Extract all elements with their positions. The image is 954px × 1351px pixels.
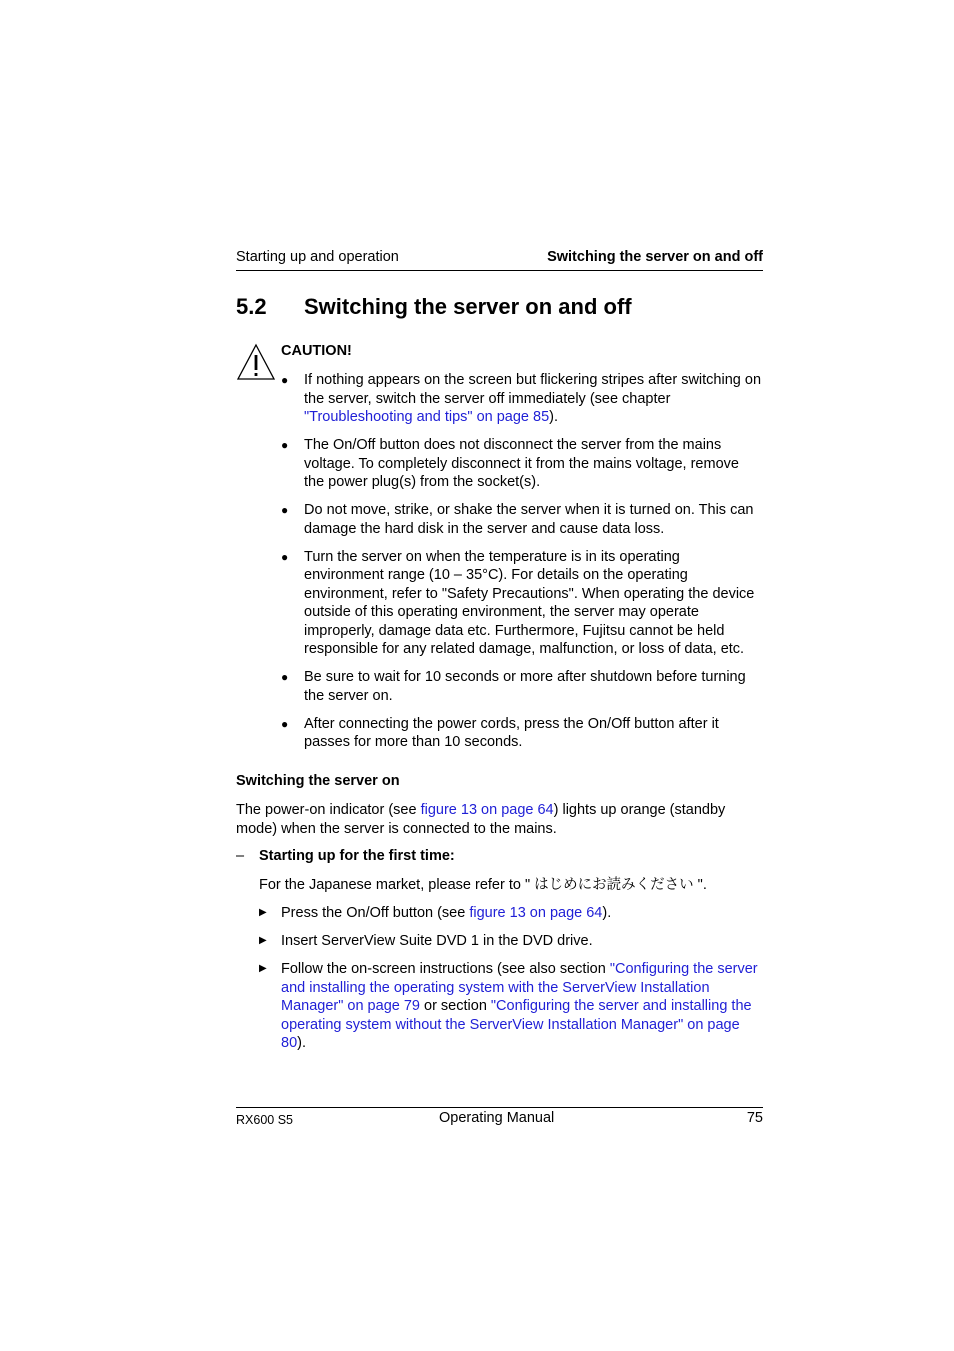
- subheading-switching-on: Switching the server on: [236, 773, 400, 789]
- text-run: Do not move, strike, or shake the server when it is turned on. This can damage the hard disk in the server and cause data loss.: [304, 502, 754, 537]
- section-number: 5.2: [236, 294, 267, 319]
- japanese-note: For the Japanese market, please refer to " はじめにお読みください ".: [259, 877, 707, 893]
- text-run: The power-on indicator (see: [236, 802, 421, 818]
- step-arrow-icon: ▶: [259, 935, 267, 946]
- caution-item: [281, 436, 763, 492]
- text-run: or section: [419, 998, 491, 1014]
- step-list: [259, 904, 763, 1062]
- step-item: [259, 960, 763, 1053]
- text-run: ).: [549, 409, 559, 425]
- bullet-icon: ●: [281, 438, 289, 452]
- footer-model: RX600 S5: [236, 1113, 293, 1127]
- caution-item: [281, 501, 763, 538]
- caution-triangle-icon: [236, 343, 276, 381]
- cross-reference-link[interactable]: figure 13 on page 64: [420, 802, 554, 818]
- text-run: The On/Off button does not disconnect the server from the mains voltage. To completely disconnect it from the mains voltage, remove the power plug(s) from the socket(s).: [304, 437, 739, 490]
- bullet-icon: ●: [281, 549, 289, 564]
- caution-item: [281, 371, 763, 427]
- cross-reference-link[interactable]: "Configuring the server and installing the operating system with the ServerView Installation Manager" on page 79: [281, 961, 758, 1014]
- page-footer: [236, 1107, 763, 1130]
- caution-item: [281, 715, 763, 752]
- bullet-icon: ●: [281, 373, 289, 387]
- step-arrow-icon: ▶: [259, 907, 267, 918]
- text-run: If nothing appears on the screen but flickering stripes after switching on the server, switch the server off immediately (see chapter: [304, 372, 762, 407]
- section-title-text: Switching the server on and off: [304, 294, 632, 319]
- text-run: ).: [297, 1035, 306, 1051]
- bullet-icon: ●: [281, 716, 289, 731]
- section-title: [236, 294, 632, 320]
- first-time-label: Starting up for the first time:: [259, 848, 455, 864]
- text-run: Insert ServerView Suite DVD 1 in the DVD drive.: [281, 933, 593, 949]
- text-run: Turn the server on when the temperature is in its operating environment range (10 – 35°C). For details on the operating environment, refer to "Safety Precautions". When operating the device outside of this operating environment, the server may operate improperly, damage data etc. Furthermore, Fujitsu cannot be held responsible for any related damage, malfunction, or loss of data, etc.: [304, 548, 755, 657]
- step-item: [259, 932, 763, 951]
- cross-reference-link[interactable]: figure 13 on page 64: [469, 905, 603, 921]
- bullet-icon: ●: [281, 503, 289, 517]
- caution-label: CAUTION!: [281, 343, 352, 359]
- bullet-icon: ●: [281, 670, 289, 684]
- power-on-paragraph: [236, 801, 763, 838]
- cross-reference-link[interactable]: "Configuring the server and installing the operating system without the ServerView Installation Manager" on page 80: [281, 998, 752, 1051]
- text-run: Press the On/Off button (see: [281, 905, 470, 921]
- caution-item: [281, 668, 763, 705]
- step-arrow-icon: ▶: [259, 963, 267, 974]
- cross-reference-link[interactable]: "Troubleshooting and tips" on page 85: [304, 409, 550, 425]
- page-header: [236, 248, 763, 271]
- text-run: Be sure to wait for 10 seconds or more after shutdown before turning the server on.: [304, 669, 746, 704]
- text-run: ) lights up orange (standby mode) when the server is connected to the mains.: [236, 802, 726, 837]
- caution-list: [281, 371, 763, 761]
- caution-item: [281, 548, 763, 659]
- text-run: After connecting the power cords, press the On/Off button after it passes for more than 10 seconds.: [304, 715, 719, 750]
- header-section: Switching the server on and off: [547, 249, 763, 265]
- footer-page-number: 75: [746, 1110, 763, 1126]
- text-run: ).: [602, 905, 612, 921]
- text-run: Follow the on-screen instructions (see also section: [281, 961, 610, 977]
- dash-marker: –: [236, 848, 245, 864]
- footer-manual: Operating Manual: [439, 1110, 555, 1126]
- header-chapter: Starting up and operation: [236, 249, 399, 265]
- step-item: [259, 904, 763, 923]
